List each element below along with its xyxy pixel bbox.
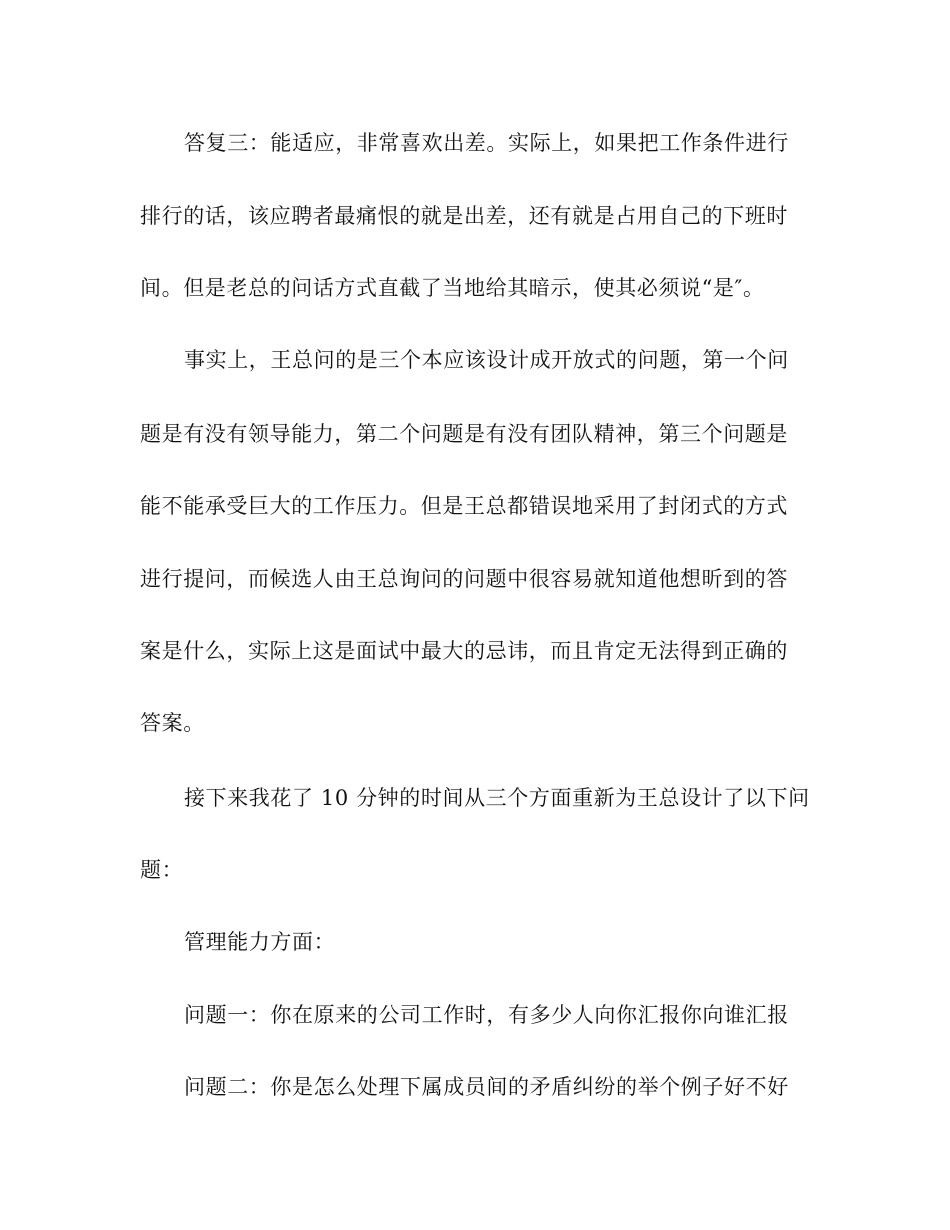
paragraph-line: 事实上，王总问的是三个本应该设计成开放式的问题，第一个问 [184, 348, 789, 372]
question-line: 问题一：你在原来的公司工作时，有多少人向你汇报你向谁汇报 [184, 1003, 789, 1027]
paragraph-line: 答案。 [140, 711, 205, 735]
question-line: 问题二：你是怎么处理下属成员间的矛盾纠纷的举个例子好不好 [184, 1075, 789, 1099]
paragraph-line: 能不能承受巨大的工作压力。但是王总都错误地采用了封闭式的方式 [140, 494, 788, 518]
paragraph-line: 案是什么，实际上这是面试中最大的忌讳，而且肯定无法得到正确的 [140, 639, 788, 663]
paragraph-line: 接下来我花了 10 分钟的时间从三个方面重新为王总设计了以下问 [184, 786, 810, 810]
paragraph-line: 进行提问，而候选人由王总询问的问题中很容易就知道他想昕到的答 [140, 567, 788, 591]
paragraph-line: 间。但是老总的问话方式直截了当地给其暗示，使其必须说“是″。 [140, 276, 765, 300]
paragraph-line: 题是有没有领导能力，第二个问题是有没有团队精神，第三个问题是 [140, 422, 788, 446]
paragraph-line: 题： [140, 858, 184, 882]
paragraph-line: 排行的话，该应聘者最痛恨的就是出差，还有就是占用自己的下班时 [140, 204, 788, 228]
paragraph-line: 答复三：能适应，非常喜欢出差。实际上，如果把工作条件进行 [184, 131, 789, 155]
section-heading: 管理能力方面： [184, 930, 336, 954]
